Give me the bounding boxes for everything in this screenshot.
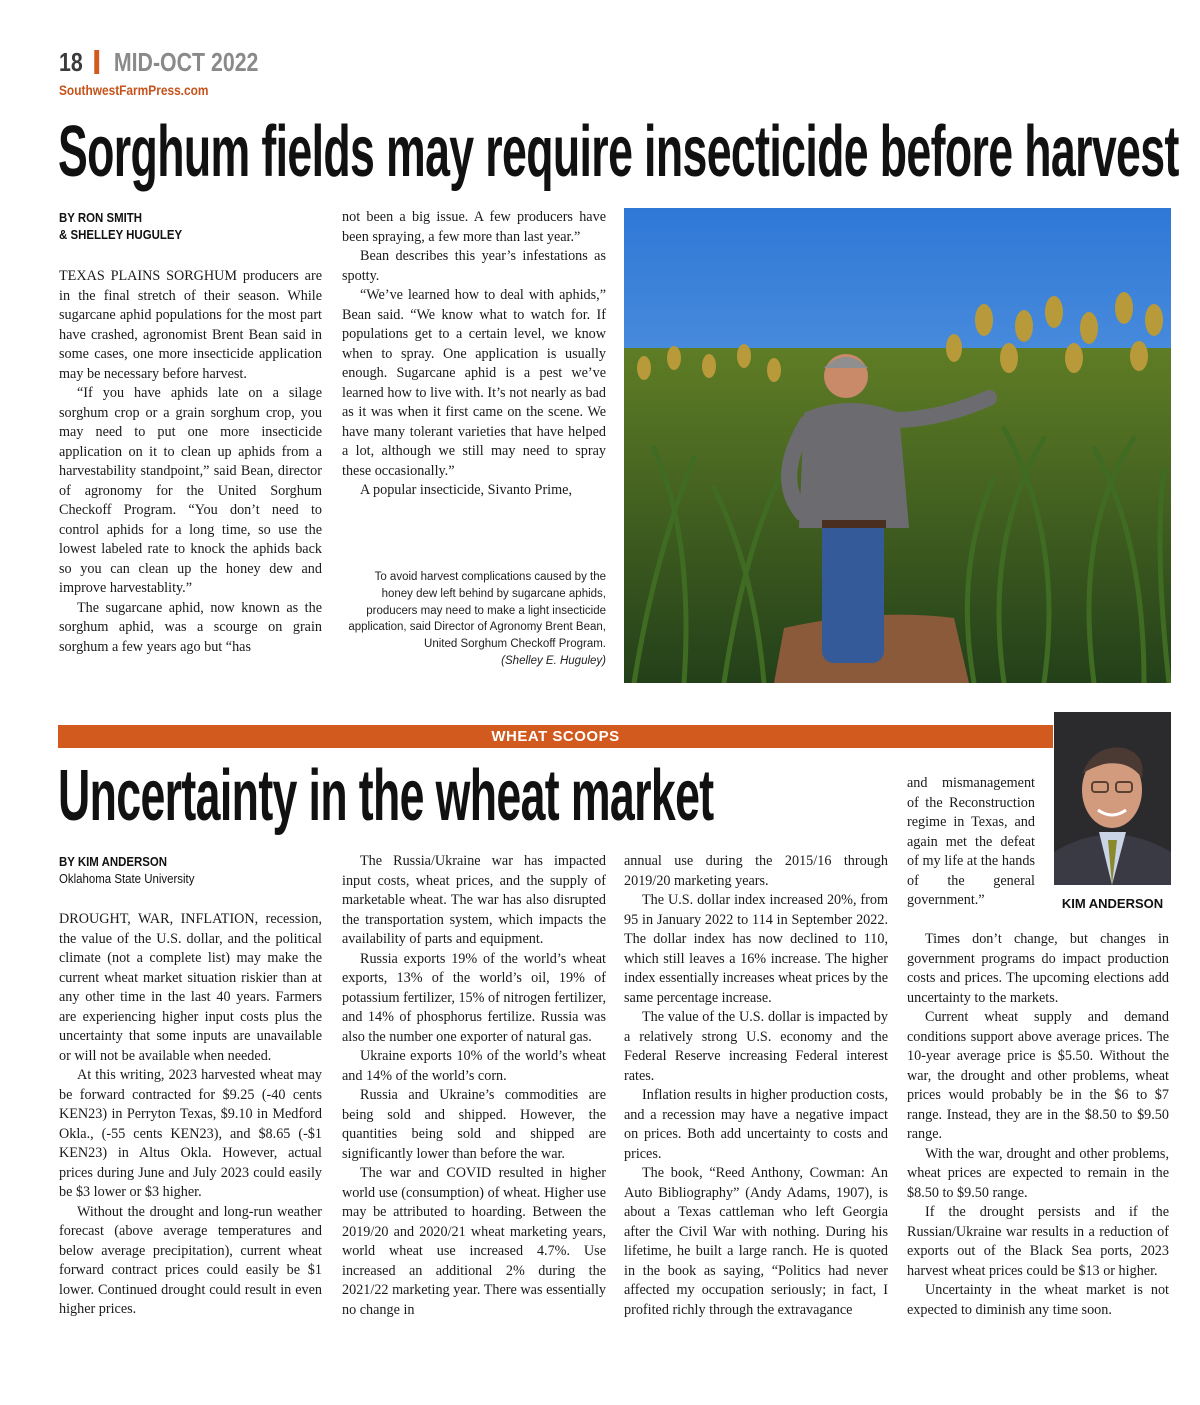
issue-date: MID-OCT 2022: [113, 47, 259, 77]
article1-byline: [59, 209, 182, 243]
photo-caption: [342, 569, 606, 670]
paragraph: TEXAS PLAINS SORGHUM producers are in the final stretch of their season. While sugarcane aphid populations for the most part have crashed, agronomist Brent Bean said in some cases, one more insecticide application may be necessary before harvest.: [59, 268, 322, 382]
byline-author-2: & SHELLEY HUGULEY: [59, 227, 183, 242]
article2-column-4-top: [907, 774, 1035, 911]
section-label: WHEAT SCOOPS: [491, 728, 620, 745]
paragraph: The sugarcane aphid, now known as the sorghum aphid, was a scourge on grain sorghum a few years ago but “has: [59, 599, 322, 655]
page-number: 18: [59, 47, 83, 77]
paragraph: Inflation results in higher production costs, and a recession may have a negative impact on prices. Both add uncertainty to costs and prices.: [624, 1087, 888, 1162]
paragraph: Russia and Ukraine’s commodities are being sold and shipped. However, the quantities being sold and shipped are significantly lower than before the war.: [342, 1087, 606, 1162]
paragraph: “We’ve learned how to deal with aphids,” Bean said. “We know what to watch for. If populations get to a certain level, we know when to spray. One application is usually enough. Sugarcane aphid is a pest we’ve learned how to live with. It’s not nearly as bad as it was when it first came on the scene. We have many tolerant varieties that have helped a lot, although we still may need to spray these occasionally.”: [342, 287, 606, 479]
article1-column-2: [342, 208, 606, 501]
article2-column-4: [907, 930, 1169, 1320]
paragraph: Russia exports 19% of the world’s wheat exports, 13% of the world’s oil, 19% of potassium fertilizer, 15% of nitrogen fertilizer, and 14% of phosphorus fertilize. Russia was also the number one exporter of natural gas.: [342, 950, 606, 1045]
article1-headline: Sorghum fields may require insecticide before harvest: [58, 112, 1179, 192]
paragraph: annual use during the 2015/16 through 2019/20 marketing years.: [624, 853, 888, 889]
page-folio: [59, 46, 258, 78]
section-banner: [58, 725, 1053, 748]
article2-column-1: [59, 910, 322, 1320]
author-portrait: [1054, 712, 1171, 885]
byline-affiliation: Oklahoma State University: [59, 871, 195, 886]
paragraph: Times don’t change, but changes in government programs do impact production costs and prices. The upcoming elections add uncertainty to the markets.: [907, 931, 1169, 1006]
paragraph: At this writing, 2023 harvested wheat may be forward contracted for $9.25 (-40 cents KEN23) in Perryton Texas, $9.10 in Medford Okla., (-55 cents KEN23), and $8.65 (-$1 KEN23) in Altus Okla. However, actual prices during June and July 2023 could easily be $3 lower or $3 higher.: [59, 1067, 322, 1200]
paragraph: Bean describes this year’s infestations as spotty.: [342, 248, 606, 284]
paragraph: The book, “Reed Anthony, Cowman: An Auto Bibliography” (Andy Adams, 1907), is about a Texas cattleman who left Georgia after the Civil War with nothing. During his lifetime, he built a large ranch. He is quoted in the book as saying, “Politics had never affected my occupation seriously; in fact, I profited richly through the extravagance: [624, 1165, 888, 1318]
byline-author-1: BY RON SMITH: [59, 210, 143, 225]
paragraph: “If you have aphids late on a silage sorghum crop or a grain sorghum crop, you may need to put one more insecticide application on it to clean up aphids from a harvestability standpoint,” said Bean, director of agronomy for the United Sorghum Checkoff Program. “You don’t need to control aphids for a long time, so use the lowest labeled rate to knock the aphids back so you can clean up the honey dew and improve harvestablity.”: [59, 385, 322, 596]
paragraph: and mismanagement of the Reconstruction regime in Texas, and again met the defeat of my life at the hands of the general government.”: [907, 775, 1035, 908]
paragraph: The war and COVID resulted in higher world use (consumption) of wheat. Higher use may be attributed to hoarding. Between the 2019/20 and 2020/21 wheat marketing years, world wheat use increased 4.7%. Use increased an additional 2% during the 2021/22 marketing year. There was essentially no change in: [342, 1165, 606, 1318]
paragraph: The Russia/Ukraine war has impacted input costs, wheat prices, and the supply of marketable wheat. The war has also disrupted the transportation system, which impacts the availability of parts and equipment.: [342, 853, 606, 947]
paragraph: The value of the U.S. dollar is impacted by a relatively strong U.S. economy and the Federal Reserve increasing Federal interest rates.: [624, 1009, 888, 1084]
article2-byline: [59, 853, 194, 887]
sorghum-field-photo: [624, 208, 1171, 683]
paragraph: Uncertainty in the wheat market is not expected to diminish any time soon.: [907, 1282, 1169, 1318]
caption-text: To avoid harvest complications caused by the honey dew left behind by sugarcane aphids, producers may need to make a light insecticide application, said Director of Agronomy Brent Bean, United Sorghum Checkoff Program.: [348, 571, 606, 651]
article1-column-1: [59, 267, 322, 657]
article2-column-2: [342, 852, 606, 1320]
photo-credit: (Shelley E. Huguley): [501, 654, 606, 667]
paragraph: The U.S. dollar index increased 20%, from 95 in January 2022 to 114 in September 2022. The dollar index has now declined to 110, which still leaves a 16% increase. The higher index essentially increases wheat prices by the same percentage increase.: [624, 892, 888, 1006]
paragraph: DROUGHT, WAR, INFLATION, recession, the value of the U.S. dollar, and the political climate (not a complete list) may make the current wheat market situation riskier than at any other time in the last 40 years. Farmers are experiencing higher input costs plus the uncertainty that some inputs are unavailable or will not be available when needed.: [59, 911, 322, 1064]
paragraph: not been a big issue. A few producers have been spraying, a few more than last year.”: [342, 209, 606, 245]
article2-column-3: [624, 852, 888, 1320]
paragraph: If the drought persists and if the Russian/Ukraine war results in a reduction of exports out of the Black Sea ports, 2023 harvest wheat prices could be $13 or higher.: [907, 1204, 1169, 1279]
paragraph: Without the drought and long-run weather forecast (above average temperatures and below average precipitation), current wheat forward contract prices could easily be $1 lower. Continued drought could result in even higher prices.: [59, 1203, 322, 1317]
folio-divider: [94, 50, 99, 74]
paragraph: With the war, drought and other problems, wheat prices are expected to remain in the $8.50 to $9.50 range.: [907, 1145, 1169, 1201]
paragraph: Ukraine exports 10% of the world’s wheat and 14% of the world’s corn.: [342, 1048, 606, 1084]
paragraph: A popular insecticide, Sivanto Prime,: [360, 482, 572, 498]
portrait-label: KIM ANDERSON: [1061, 896, 1164, 911]
paragraph: Current wheat supply and demand conditions support above average prices. The 10-year average price is $5.50. Without the war, the drought and other problems, wheat prices would probably be in the $6 to $7 range. Instead, they are in the $8.50 to $9.50 range.: [907, 1009, 1169, 1142]
article2-headline: Uncertainty in the wheat market: [58, 756, 714, 836]
byline-author: BY KIM ANDERSON: [59, 854, 168, 869]
website-link[interactable]: SouthwestFarmPress.com: [59, 82, 209, 98]
